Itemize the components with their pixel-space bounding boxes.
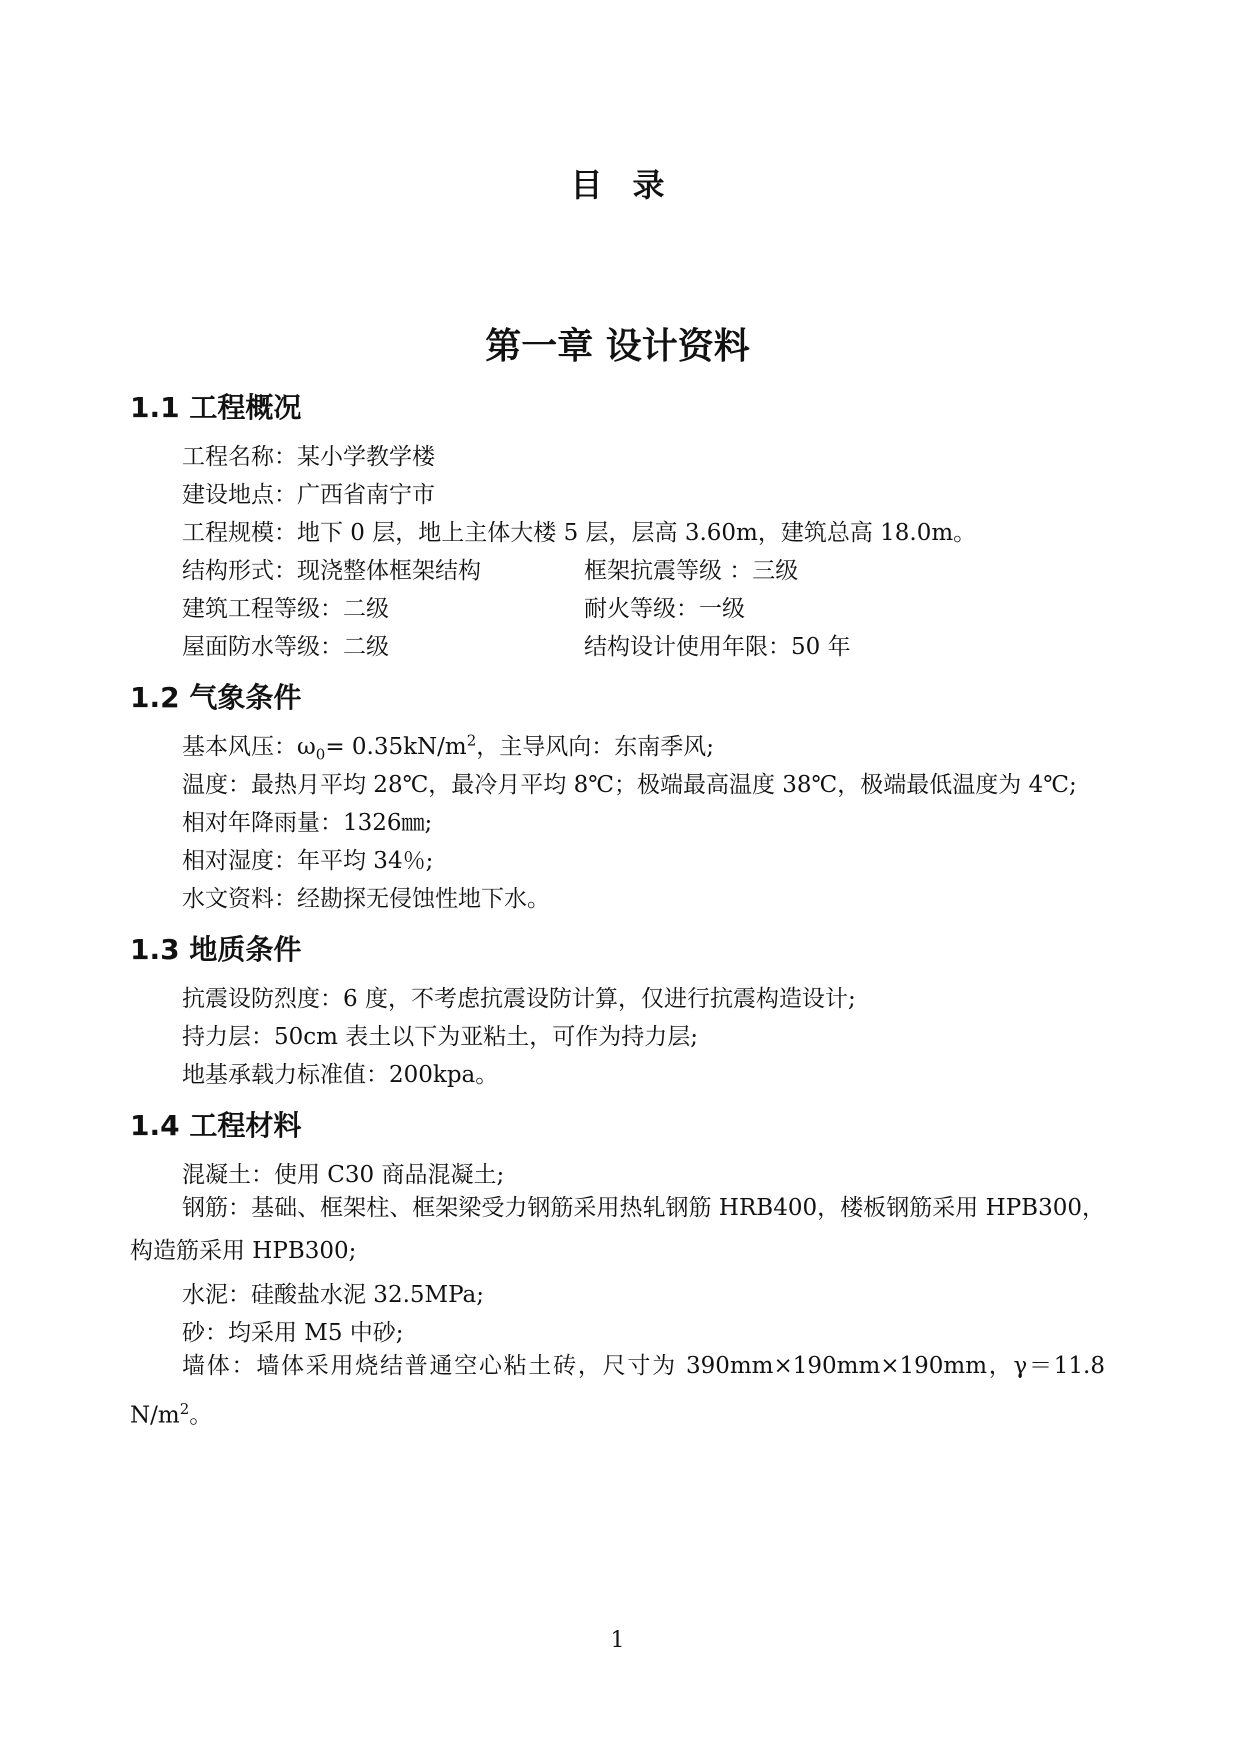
page-number: 1 bbox=[610, 1628, 625, 1653]
service-life: 结构设计使用年限：50 年 bbox=[584, 634, 851, 660]
project-scale: 工程规模：地下 0 层，地上主体大楼 5 层，层高 3.60m，建筑总高 18.0m。 bbox=[182, 520, 977, 546]
wall-superscript: 2 bbox=[179, 1400, 190, 1418]
hydrology: 水文资料：经勘探无侵蚀性地下水。 bbox=[182, 886, 550, 912]
section-title-1-3: 1.3 地质条件 bbox=[130, 933, 302, 966]
cement: 水泥：硅酸盐水泥 32.5MPa; bbox=[182, 1282, 484, 1308]
section-title-1-4: 1.4 工程材料 bbox=[130, 1109, 302, 1142]
wind-superscript: 2 bbox=[466, 731, 477, 750]
roof-waterproof-grade: 屋面防水等级：二级 bbox=[182, 634, 389, 660]
humidity: 相对湿度：年平均 34％; bbox=[182, 848, 434, 874]
seismic-intensity: 抗震设防烈度：6 度，不考虑抗震设防计算，仅进行抗震构造设计; bbox=[182, 986, 856, 1012]
wall bbox=[130, 1345, 1105, 1438]
section-title-1-2: 1.2 气象条件 bbox=[130, 681, 302, 714]
seismic-grade: 框架抗震等级 ：三级 bbox=[584, 558, 799, 584]
structure-form: 结构形式：现浇整体框架结构 bbox=[182, 558, 481, 584]
bearing-capacity: 地基承载力标准值：200kpa。 bbox=[182, 1062, 499, 1088]
project-name: 工程名称：某小学教学楼 bbox=[182, 444, 435, 470]
rainfall: 相对年降雨量：1326㎜; bbox=[182, 810, 433, 836]
section-title-1-1: 1.1 工程概况 bbox=[130, 391, 302, 424]
project-location: 建设地点：广西省南宁市 bbox=[182, 482, 435, 508]
wall-end: 。 bbox=[189, 1402, 213, 1429]
wind-suffix: ，主导风向：东南季风; bbox=[476, 734, 715, 760]
wind-value: = 0.35kN/m bbox=[325, 734, 467, 760]
bearing-layer: 持力层：50cm 表土以下为亚粘土，可作为持力层; bbox=[182, 1024, 699, 1050]
fire-grade: 耐火等级：一级 bbox=[584, 596, 745, 622]
wall-text: 墙体：墙体采用烧结普通空心粘土砖，尺寸为 390mm×190mm×190mm，γ＝11.8 N/m bbox=[130, 1353, 1105, 1429]
wind-prefix: 基本风压：ω bbox=[182, 734, 316, 760]
building-grade: 建筑工程等级：二级 bbox=[182, 596, 389, 622]
concrete: 混凝土：使用 C30 商品混凝土; bbox=[182, 1162, 505, 1188]
toc-title: 目录 bbox=[570, 166, 695, 204]
rebar: 钢筋：基础、框架柱、框架梁受力钢筋采用热轧钢筋 HRB400，楼板钢筋采用 HPB300，构造筋采用 HPB300; bbox=[130, 1195, 1105, 1264]
sand: 砂：均采用 M5 中砂; bbox=[182, 1320, 404, 1346]
chapter-title: 第一章 设计资料 bbox=[485, 326, 750, 367]
wind-subscript: 0 bbox=[315, 745, 326, 764]
wind-pressure bbox=[182, 728, 714, 764]
temperature: 温度：最热月平均 28℃，最冷月平均 8℃；极端最高温度 38℃，极端最低温度为 4℃; bbox=[182, 772, 1077, 798]
